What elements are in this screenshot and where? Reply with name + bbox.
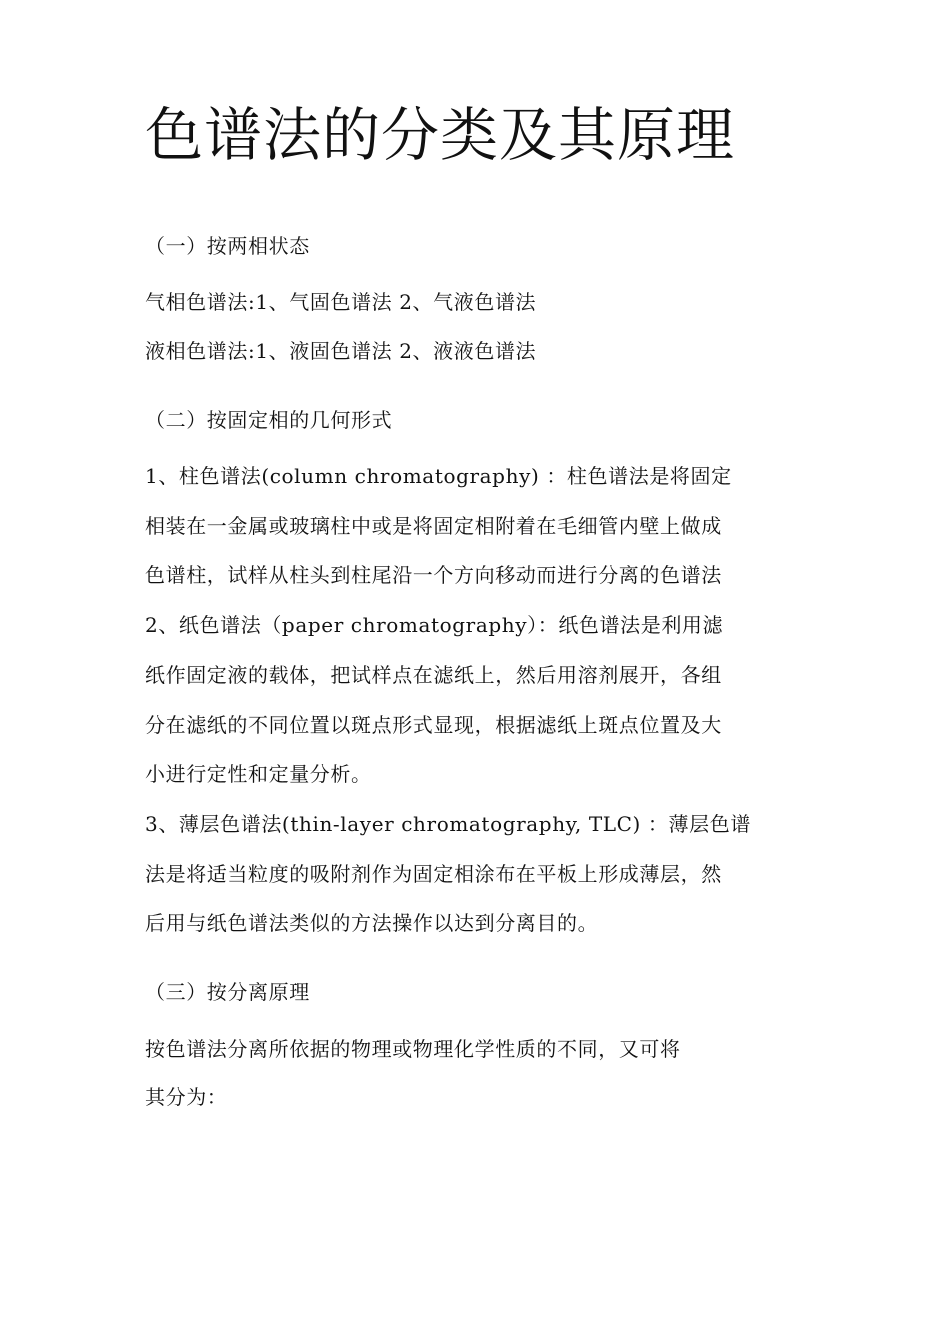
tlc-paragraph-line: 后用与纸色谱法类似的方法操作以达到分离目的。: [145, 911, 599, 935]
column-paragraph-line: 相装在一金属或玻璃柱中或是将固定相附着在毛细管内壁上做成: [145, 514, 722, 538]
column-paragraph-line: 色谱柱，试样从柱头到柱尾沿一个方向移动而进行分离的色谱法: [145, 563, 722, 587]
tlc-paragraph-line: 法是将适当粒度的吸附剂作为固定相涂布在平板上形成薄层，然: [145, 862, 722, 886]
paper-paragraph-line: 纸作固定液的载体，把试样点在滤纸上，然后用溶剂展开，各组: [145, 663, 722, 687]
paper-paragraph-line: 小进行定性和定量分析。: [145, 762, 372, 786]
principle-intro-line: 其分为：: [145, 1085, 228, 1109]
liquid-chromatography-line: 液相色谱法:1、液固色谱法 2、液液色谱法: [145, 339, 537, 363]
page-title: 色谱法的分类及其原理: [145, 101, 736, 169]
tlc-paragraph-line: 3、薄层色谱法(thin-layer chromatography, TLC) ：薄层色谱: [145, 812, 751, 836]
paper-paragraph-line: 分在滤纸的不同位置以斑点形式显现，根据滤纸上斑点位置及大: [145, 713, 722, 737]
paper-paragraph-line: 2、纸色谱法（paper chromatography）：纸色谱法是利用滤: [145, 613, 724, 637]
section-heading-separation-principle: （三）按分离原理: [145, 980, 310, 1004]
section-heading-phase-state: （一）按两相状态: [145, 234, 310, 258]
column-paragraph-line: 1、柱色谱法(column chromatography) ：柱色谱法是将固定: [145, 464, 732, 488]
gas-chromatography-line: 气相色谱法:1、气固色谱法 2、气液色谱法: [145, 290, 537, 314]
principle-intro-line: 按色谱法分离所依据的物理或物理化学性质的不同，又可将: [145, 1037, 681, 1061]
section-heading-geometry: （二）按固定相的几何形式: [145, 408, 393, 432]
